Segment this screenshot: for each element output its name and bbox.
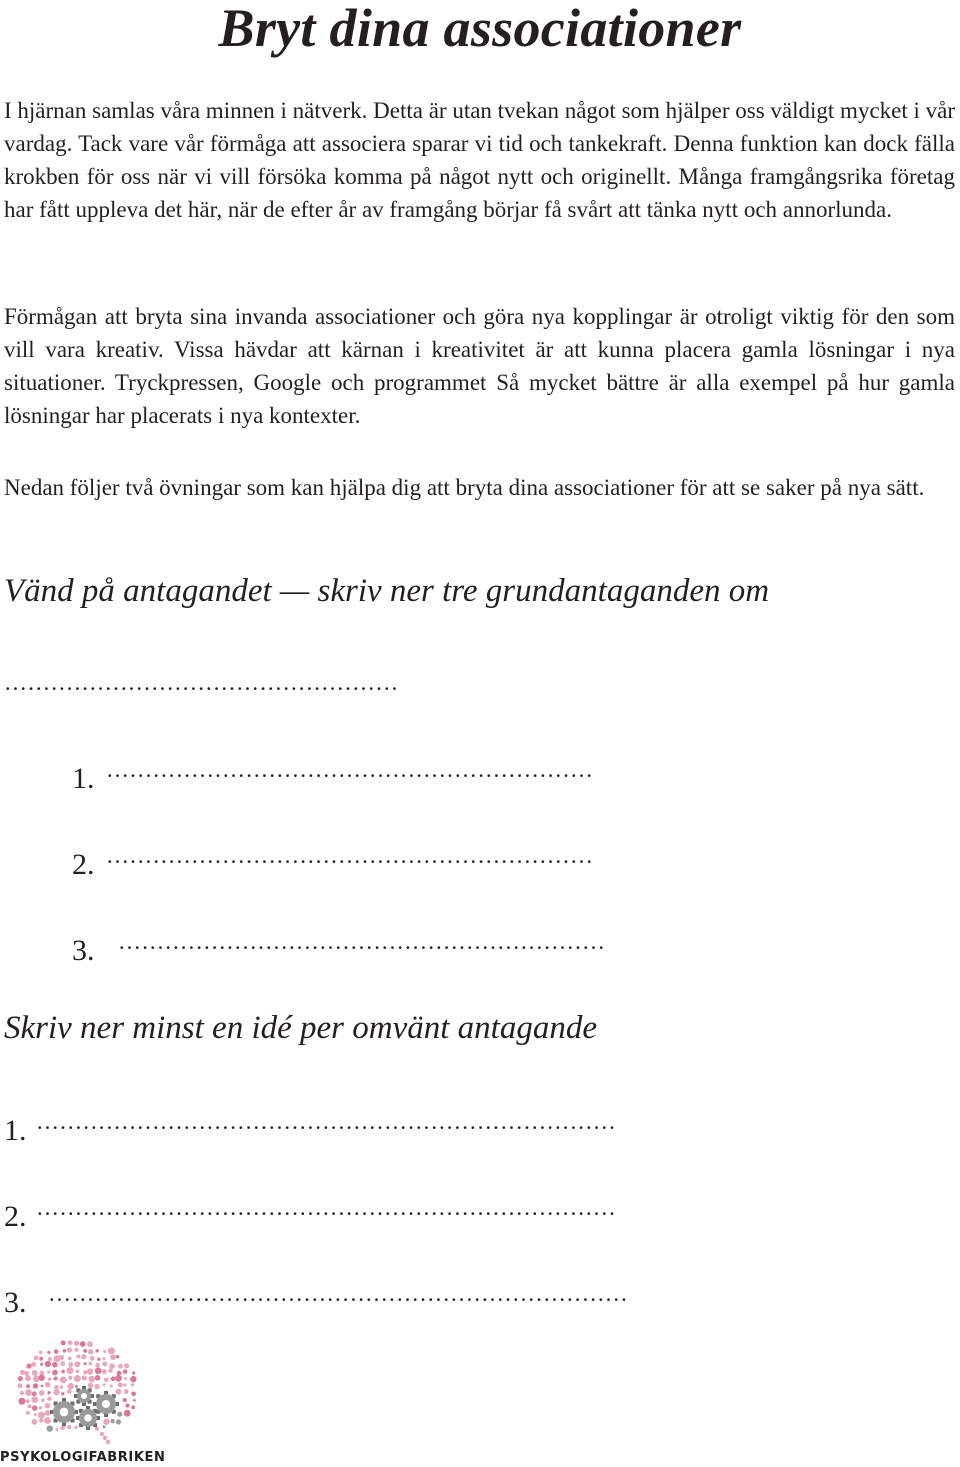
logo-dot <box>39 1418 44 1423</box>
logo-dot <box>32 1419 38 1425</box>
idea-answer-line[interactable]: ………………………………………………………………… <box>36 1109 616 1134</box>
logo-dot <box>68 1362 73 1367</box>
logo-dot <box>123 1398 127 1402</box>
body-paragraph: Förmågan att bryta sina invanda associationer och göra nya kopplingar är otroligt viktig för den som vill vara kreativ. Vissa hävdar att kärnan i kreativitet är att kunna placera gamla lösningar i nya situationer. Tryckpressen, Google och programmet Så mycket bättre är alla exempel på hur gamla lösningar har placerats i nya kontexter. <box>4 304 955 428</box>
logo-dot <box>18 1376 23 1381</box>
gear-hole <box>81 1393 87 1399</box>
logo-dot <box>31 1362 36 1367</box>
gear-hole <box>60 1408 69 1417</box>
idea-row-1[interactable] <box>4 1104 929 1149</box>
logo-dot <box>40 1363 43 1366</box>
logo-dot <box>39 1375 45 1381</box>
idea-row-2[interactable] <box>4 1190 929 1235</box>
logo-dot <box>45 1382 51 1388</box>
logo-dot <box>54 1376 58 1380</box>
idea-number: 1. <box>4 1114 27 1147</box>
idea-answer-line[interactable]: ………………………………………………………………… <box>36 1195 616 1220</box>
logo-dot <box>74 1341 79 1346</box>
logo-dot <box>83 1370 87 1374</box>
logo-dot <box>94 1384 99 1389</box>
logo-dot <box>68 1357 72 1361</box>
logo-dot <box>45 1410 51 1416</box>
idea-number: 2. <box>4 1200 27 1233</box>
logo-dot <box>102 1361 107 1366</box>
logo-dot <box>63 1349 67 1353</box>
logo-dot <box>25 1389 32 1396</box>
logo-dot <box>38 1412 45 1419</box>
logo-dot <box>47 1425 53 1431</box>
logo-dot <box>18 1398 25 1405</box>
logo-dot <box>116 1419 121 1424</box>
logo-dot <box>80 1341 86 1347</box>
assumption-number: 2. <box>72 848 95 881</box>
logo-dot <box>60 1385 64 1389</box>
logo-dot <box>32 1391 37 1396</box>
logo-dot <box>116 1355 120 1359</box>
logo-dot <box>89 1376 95 1382</box>
exercise2-heading: Skriv ner minst en idé per omvänt antagande <box>4 1010 597 1046</box>
logo-dot <box>27 1404 31 1408</box>
logo-dot <box>131 1383 134 1386</box>
logo-dot <box>123 1383 126 1386</box>
logo-dot <box>45 1403 51 1409</box>
logo-dot <box>108 1347 115 1354</box>
logo-dot <box>102 1425 105 1428</box>
logo-dot <box>108 1369 112 1373</box>
logo-dot <box>67 1347 72 1352</box>
logo-dot <box>118 1382 123 1387</box>
logo-wordmark: PSYKOLOGIFABRIKEN <box>0 1450 166 1465</box>
logo-dot <box>68 1376 72 1380</box>
logo-dot <box>53 1389 59 1395</box>
assumption-row-3[interactable] <box>72 924 864 969</box>
logo-dot <box>131 1391 136 1396</box>
idea-number: 3. <box>4 1286 27 1319</box>
logo-dot <box>87 1368 93 1374</box>
logo-dot <box>60 1376 67 1383</box>
logo-dot <box>110 1354 116 1360</box>
logo-dot <box>133 1399 136 1402</box>
logo-dot <box>41 1384 44 1387</box>
logo-dot <box>88 1349 93 1354</box>
logo-dot <box>74 1426 77 1429</box>
logo-dot <box>82 1375 87 1380</box>
logo-dot <box>68 1340 73 1345</box>
gear-hole <box>102 1400 110 1408</box>
logo-dot <box>109 1363 115 1369</box>
logo-dot <box>20 1370 25 1375</box>
logo-dot <box>84 1362 87 1365</box>
logo-dot <box>32 1405 38 1411</box>
logo-dot <box>106 1440 110 1444</box>
assumption-answer-line[interactable]: ……………………………………………………… <box>118 929 606 954</box>
logo-dot <box>102 1369 107 1374</box>
logo-dot <box>60 1361 65 1366</box>
logo-dot <box>44 1417 51 1424</box>
logo-dot <box>76 1355 80 1359</box>
logo-dot <box>117 1412 122 1417</box>
assumption-answer-line[interactable]: ……………………………………………………… <box>106 843 594 868</box>
logo-dot <box>90 1356 95 1361</box>
logo-dot <box>124 1410 131 1417</box>
logo-dot <box>103 1350 106 1353</box>
logo-dot <box>47 1370 50 1373</box>
logo-dot <box>39 1357 43 1361</box>
logo-dot <box>124 1377 127 1380</box>
logo-dot <box>132 1371 135 1374</box>
logo-dot <box>20 1391 24 1395</box>
logo-dot <box>52 1362 58 1368</box>
logo-dot <box>26 1399 30 1403</box>
logo-dot <box>33 1375 40 1382</box>
logo-dot <box>67 1367 74 1374</box>
logo-dot <box>89 1362 93 1366</box>
logo-dot <box>31 1396 38 1403</box>
logo-dot <box>26 1363 31 1368</box>
logo-dot <box>81 1354 86 1359</box>
idea-answer-line[interactable]: ………………………………………………………………… <box>48 1281 628 1306</box>
logo-dot <box>95 1363 100 1368</box>
logo-dot <box>34 1413 37 1416</box>
logo-dot <box>74 1361 80 1367</box>
logo-dot <box>75 1385 78 1388</box>
logo-dot <box>95 1375 100 1380</box>
logo-dot <box>103 1357 106 1360</box>
logo-dot <box>33 1383 38 1388</box>
logo-dot <box>47 1351 50 1354</box>
logo-dot <box>26 1384 30 1388</box>
psykologifabriken-logo <box>0 1338 166 1467</box>
topic-answer-line[interactable]: …………………………………………… <box>4 670 399 695</box>
logo-dot <box>115 1375 122 1382</box>
logo-dot <box>48 1357 52 1361</box>
logo-dot <box>32 1370 38 1376</box>
logo-dot <box>48 1378 51 1381</box>
logo-dot <box>118 1364 123 1369</box>
logo-dot <box>47 1397 51 1401</box>
logo-dot <box>41 1398 45 1402</box>
logo-dot <box>61 1340 66 1345</box>
logo-dot <box>100 1432 104 1436</box>
assumption-answer-line[interactable]: ……………………………………………………… <box>106 757 594 782</box>
instructions-paragraph: Nedan följer två övningar som kan hjälpa dig att bryta dina associationer för att se saker på nya sätt. <box>4 475 925 500</box>
intro-paragraph: I hjärnan samlas våra minnen i nätverk. Detta är utan tvekan något som hjälper oss väldigt mycket i vår vardag. Tack vare vår förmåga att associera sparar vi tid och tankekraft. Denna funktion kan dock fälla krokben för oss när vi vill försöka komma på något nytt och originellt. Många framgångsrika företag har fått uppleva det här, när de efter år av framgång börjar få svårt att tänka nytt och annorlunda. <box>4 98 956 222</box>
logo-dot <box>115 1389 121 1395</box>
logo-dot <box>61 1370 65 1374</box>
assumption-row-1[interactable] <box>72 752 852 797</box>
logo-dot <box>125 1403 129 1407</box>
assumption-number: 1. <box>72 762 95 795</box>
logo-dot <box>61 1392 64 1395</box>
logo-dot <box>104 1378 108 1382</box>
logo-dot <box>74 1348 78 1352</box>
logo-dot <box>111 1376 116 1381</box>
logo-dot <box>34 1355 39 1360</box>
assumption-row-2[interactable] <box>72 838 852 883</box>
logo-dot <box>52 1370 58 1376</box>
logo-dot <box>110 1384 113 1387</box>
logo-dot <box>45 1361 51 1367</box>
logo-dot <box>26 1411 30 1415</box>
logo-dot <box>24 1371 29 1376</box>
logo-dot <box>88 1383 94 1389</box>
logo-dot <box>67 1425 71 1429</box>
logo-dot <box>39 1406 42 1409</box>
logo-dot <box>117 1371 122 1376</box>
logo-dot <box>95 1349 98 1352</box>
logo-dot <box>18 1384 23 1389</box>
logo-dot <box>76 1369 80 1373</box>
logo-dot <box>124 1363 129 1368</box>
idea-row-3[interactable] <box>4 1276 933 1321</box>
assumption-number: 3. <box>72 934 95 967</box>
gear-hole <box>84 1414 91 1421</box>
logo-dot <box>39 1390 45 1396</box>
logo-dot <box>103 1436 107 1440</box>
logo-dot <box>95 1367 102 1374</box>
logo-dot <box>87 1341 93 1347</box>
logo-dot <box>130 1376 136 1382</box>
logo-dot <box>97 1358 100 1361</box>
logo-dot <box>39 1351 43 1355</box>
logo-dot <box>25 1375 31 1381</box>
logo-dot <box>67 1389 72 1394</box>
exercise1-heading: Vänd på antagandet — skriv ner tre grundantaganden om <box>4 573 770 609</box>
logo-dot <box>83 1349 87 1353</box>
logo-dot <box>123 1369 128 1374</box>
logo-dot <box>47 1391 50 1394</box>
logo-dot <box>131 1405 135 1409</box>
logo-dot <box>103 1383 106 1386</box>
page-title: Bryt dina associationer <box>218 0 742 58</box>
logo-dot <box>124 1389 129 1394</box>
logo-dot <box>110 1419 114 1423</box>
brain-dots-gears-icon <box>6 1338 146 1448</box>
logo-dot <box>103 1419 109 1425</box>
logo-dot <box>59 1355 64 1360</box>
logo-dot <box>55 1428 58 1431</box>
logo-dot <box>74 1375 81 1382</box>
logo-dot <box>67 1383 74 1390</box>
logo-dot <box>54 1349 59 1354</box>
